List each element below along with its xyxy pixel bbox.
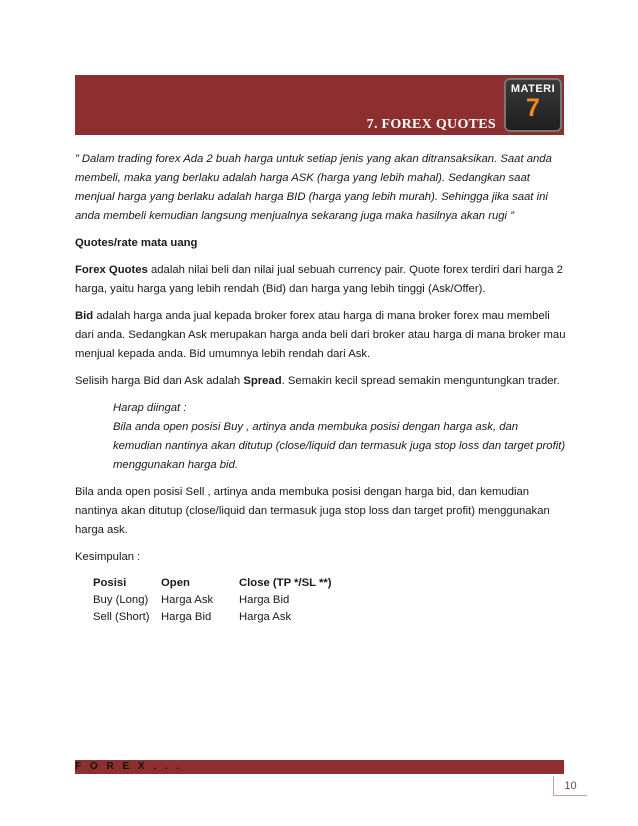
- table-header-row: [93, 575, 332, 592]
- table-cell: Harga Bid: [161, 611, 212, 623]
- paragraph-sell: Bila anda open posisi Sell , artinya anda membuka posisi dengan harga bid, dan kemudian nantinya akan ditutup (close/liquid dan termasuk juga stop loss dan target profit) menggunakan harga ask.: [75, 486, 550, 536]
- table-header: Posisi: [93, 577, 127, 589]
- paragraph-text: adalah harga anda jual kepada broker forex atau harga di mana broker forex mau membeli dari anda. Sedangkan Ask merupakan harga anda beli dari broker atau harga di mana broker mau menjual kepada anda. Bid umumnya lebih rendah dari Ask.: [75, 310, 566, 360]
- table-header: Open: [161, 577, 190, 589]
- table-cell: Buy (Long): [93, 594, 149, 606]
- intro-quote: ” Dalam trading forex Ada 2 buah harga untuk setiap jenis yang akan ditransaksikan. Saat anda membeli, maka yang berlaku adalah harga ASK (harga yang lebih mahal). Sedangkan saat menjual harga yang berlaku adalah harga BID (harga yang lebih murah). Sehingga jika saat ini anda membeli kemudian langsung menjualnya sekarang juga maka hasilnya akan rugi ”: [75, 153, 552, 222]
- table-cell: Harga Ask: [239, 611, 292, 623]
- table-row: [93, 592, 332, 609]
- page-content: [75, 150, 570, 626]
- table-cell: Harga Ask: [161, 594, 214, 606]
- footer-text: F O R E X . . .: [75, 761, 183, 772]
- conclusion-label: Kesimpulan :: [75, 551, 141, 563]
- badge-label: MATERI: [510, 83, 556, 95]
- term-bid: Bid: [75, 310, 94, 322]
- paragraph-text: . Semakin kecil spread semakin menguntungkan trader.: [281, 375, 560, 387]
- term-forex-quotes: Forex Quotes: [75, 264, 148, 276]
- reminder-note: [75, 399, 570, 475]
- term-spread: Spread: [243, 375, 282, 387]
- materi-badge: [504, 78, 562, 132]
- chapter-banner: [75, 75, 564, 135]
- page-number: 10: [553, 776, 587, 796]
- paragraph-forex-quotes: [75, 261, 570, 299]
- summary-table: [93, 575, 332, 626]
- table-cell: Harga Bid: [239, 594, 290, 606]
- footer-bar: [75, 760, 564, 774]
- table-header: Close (TP */SL **): [239, 577, 332, 589]
- table-cell: Sell (Short): [93, 611, 150, 623]
- paragraph-bid: [75, 307, 570, 364]
- paragraph-text: Selisih harga Bid dan Ask adalah: [75, 375, 244, 387]
- chapter-title: 7. FOREX QUOTES: [366, 117, 496, 132]
- reminder-heading: Harap diingat :: [113, 402, 187, 414]
- paragraph-spread: [75, 372, 570, 391]
- badge-number: 7: [526, 94, 540, 122]
- table-row: [93, 609, 332, 626]
- paragraph-text: adalah nilai beli dan nilai jual sebuah currency pair. Quote forex terdiri dari harga 2 harga, yaitu harga yang lebih rendah (Bid) dan harga yang lebih tinggi (Ask/Offer).: [75, 264, 563, 295]
- section-heading: Quotes/rate mata uang: [75, 237, 198, 249]
- reminder-text: Bila anda open posisi Buy , artinya anda membuka posisi dengan harga ask, dan kemudian nantinya akan ditutup (close/liquid dan termasuk juga stop loss dan target profit) menggunakan harga bid.: [113, 421, 566, 471]
